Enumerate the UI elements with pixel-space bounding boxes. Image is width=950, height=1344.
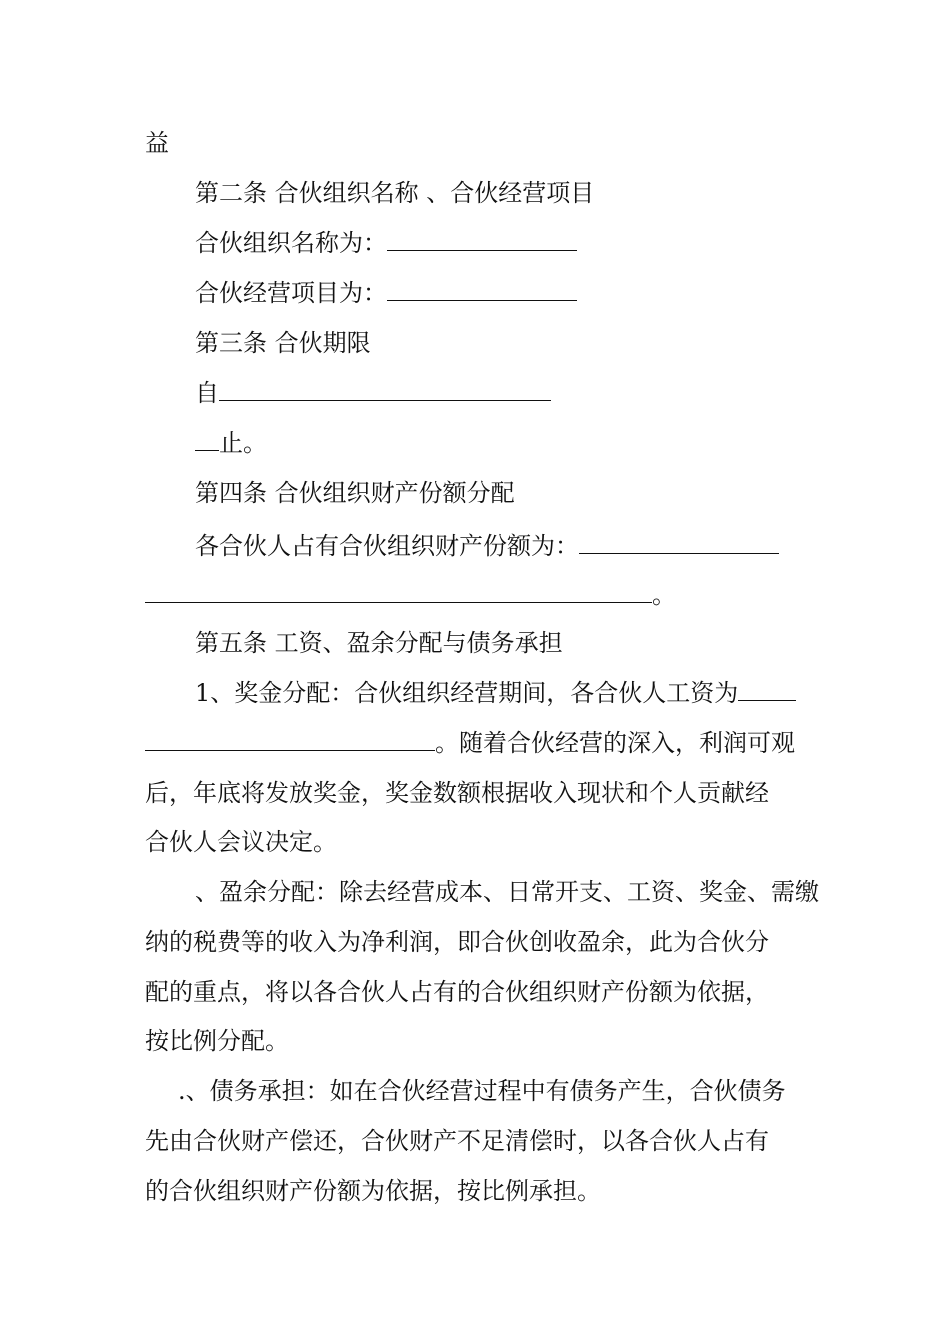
paragraph-line: 纳的税费等的收入为净利润，即合伙创收盈余，此为合伙分: [145, 928, 769, 956]
property-share-line: [195, 529, 779, 563]
property-share-blank-1: [579, 531, 779, 554]
bonus-continuation-line: [145, 726, 795, 760]
business-scope-blank: [387, 278, 577, 301]
text-line: 益: [145, 129, 169, 157]
article-5-heading: 第五条 工资、盈余分配与债务承担: [195, 629, 563, 657]
term-end-label: 止。: [219, 429, 267, 457]
term-start-label: 自: [195, 379, 219, 407]
term-start-blank: [219, 378, 551, 401]
business-scope-label: 合伙经营项目为：: [195, 279, 387, 307]
bonus-distribution-text: 1、奖金分配：合伙组织经营期间，各合伙人工资为: [195, 679, 739, 707]
bonus-continuation-text: 。随着合伙经营的深入，利润可观: [435, 729, 795, 757]
paragraph-line: 后，年底将发放奖金，奖金数额根据收入现状和个人贡献经: [145, 779, 769, 807]
term-end-line: [195, 426, 267, 460]
surplus-distribution-line: 、盈余分配：除去经营成本、日常开支、工资、奖金、需缴: [195, 878, 819, 906]
term-start-line: [195, 376, 551, 410]
paragraph-line: 配的重点，将以各合伙人占有的合伙组织财产份额为依据，: [145, 978, 769, 1006]
salary-blank-2: [145, 728, 435, 751]
bonus-distribution-line: [195, 676, 796, 710]
partnership-name-line: [195, 226, 577, 260]
property-share-label: 各合伙人占有合伙组织财产份额为：: [195, 532, 579, 560]
paragraph-line: 按比例分配。: [145, 1027, 289, 1055]
property-share-end: 。: [652, 581, 676, 609]
term-end-blank: [195, 428, 219, 451]
article-3-heading: 第三条 合伙期限: [195, 329, 371, 357]
paragraph-line: 的合伙组织财产份额为依据，按比例承担。: [145, 1177, 601, 1205]
business-scope-line: [195, 276, 577, 310]
paragraph-line: 先由合伙财产偿还，合伙财产不足清偿时，以各合伙人占有: [145, 1127, 769, 1155]
property-share-continuation: [145, 578, 676, 612]
partnership-name-blank: [387, 228, 577, 251]
paragraph-line: 合伙人会议决定。: [145, 828, 337, 856]
salary-blank-1: [738, 678, 796, 701]
property-share-blank-2: [145, 580, 652, 603]
article-2-heading: 第二条 合伙组织名称 、合伙经营项目: [195, 179, 595, 207]
article-4-heading: 第四条 合伙组织财产份额分配: [195, 479, 515, 507]
debt-liability-line: .、债务承担：如在合伙经营过程中有债务产生，合伙债务: [178, 1077, 786, 1105]
partnership-name-label: 合伙组织名称为：: [195, 229, 387, 257]
